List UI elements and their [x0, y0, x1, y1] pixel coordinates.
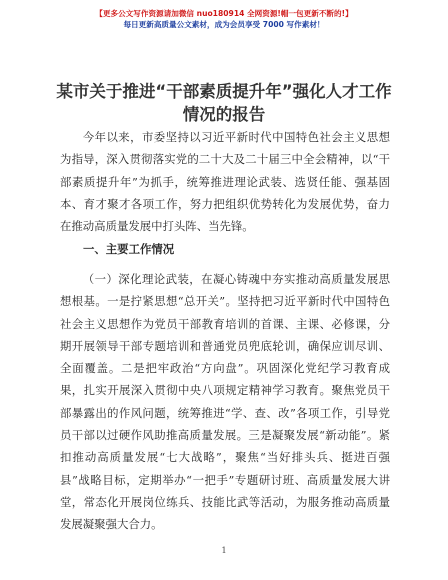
body-paragraph: （一）深化理论武装，在凝心铸魂中夯实推动高质量发展思想根基。一是拧紧思想“总开关”。坚持把习近平新时代中国特色社会主义思想作为党员干部教育培训的首课、主课、必修课，分期开展领导干部专题培训和普通党员兜底轮训，确保应训尽训、全面覆盖。二是把牢政治“方向盘”。巩固深化党纪学习教育成果，扎实开展深入贯彻中央八项规定精神学习教育。聚焦党员干部暴露出的作风问题，统筹推进“学、查、改”各项工作，引导党员干部以过硬作风助推高质量发展。三是凝聚发展“新动能”。紧扣推动高质量发展“七大战略”，聚焦“当好排头兵、挺进百强县”战略目标，定期举办“一把手”专题研讨班、高质量发展大讲堂，常态化开展岗位练兵、技能比武等活动，为服务推动高质量发展凝聚强大合力。 [60, 272, 390, 532]
page-number: 1 [221, 546, 227, 555]
document-title: 某市关于推进“干部素质提升年”强化人才工作情况的报告 [56, 82, 392, 124]
banner-line-wechat: 【更多公文写作资源请加微信 nuo180914 全网资源!帽一包更新不断的!】 [95, 9, 353, 18]
intro-paragraph: 今年以来，市委坚持以习近平新时代中国特色社会主义思想为指导，深入贯彻落实党的二十大及二十届三中全会精神，以“干部素质提升年”为抓手，统筹推进理论武装、选贤任能、强基固本、育才聚才各项工作，努力把组织优势转化为发展优势，奋力在推动高质量发展中打头阵、当先锋。 [60, 130, 390, 234]
banner-line-membership: 每日更新高质量公文素材，成为会员享受 7000 写作素材！ [123, 20, 325, 29]
promo-banner [0, 8, 448, 30]
section-heading: 一、主要工作情况 [83, 242, 175, 256]
